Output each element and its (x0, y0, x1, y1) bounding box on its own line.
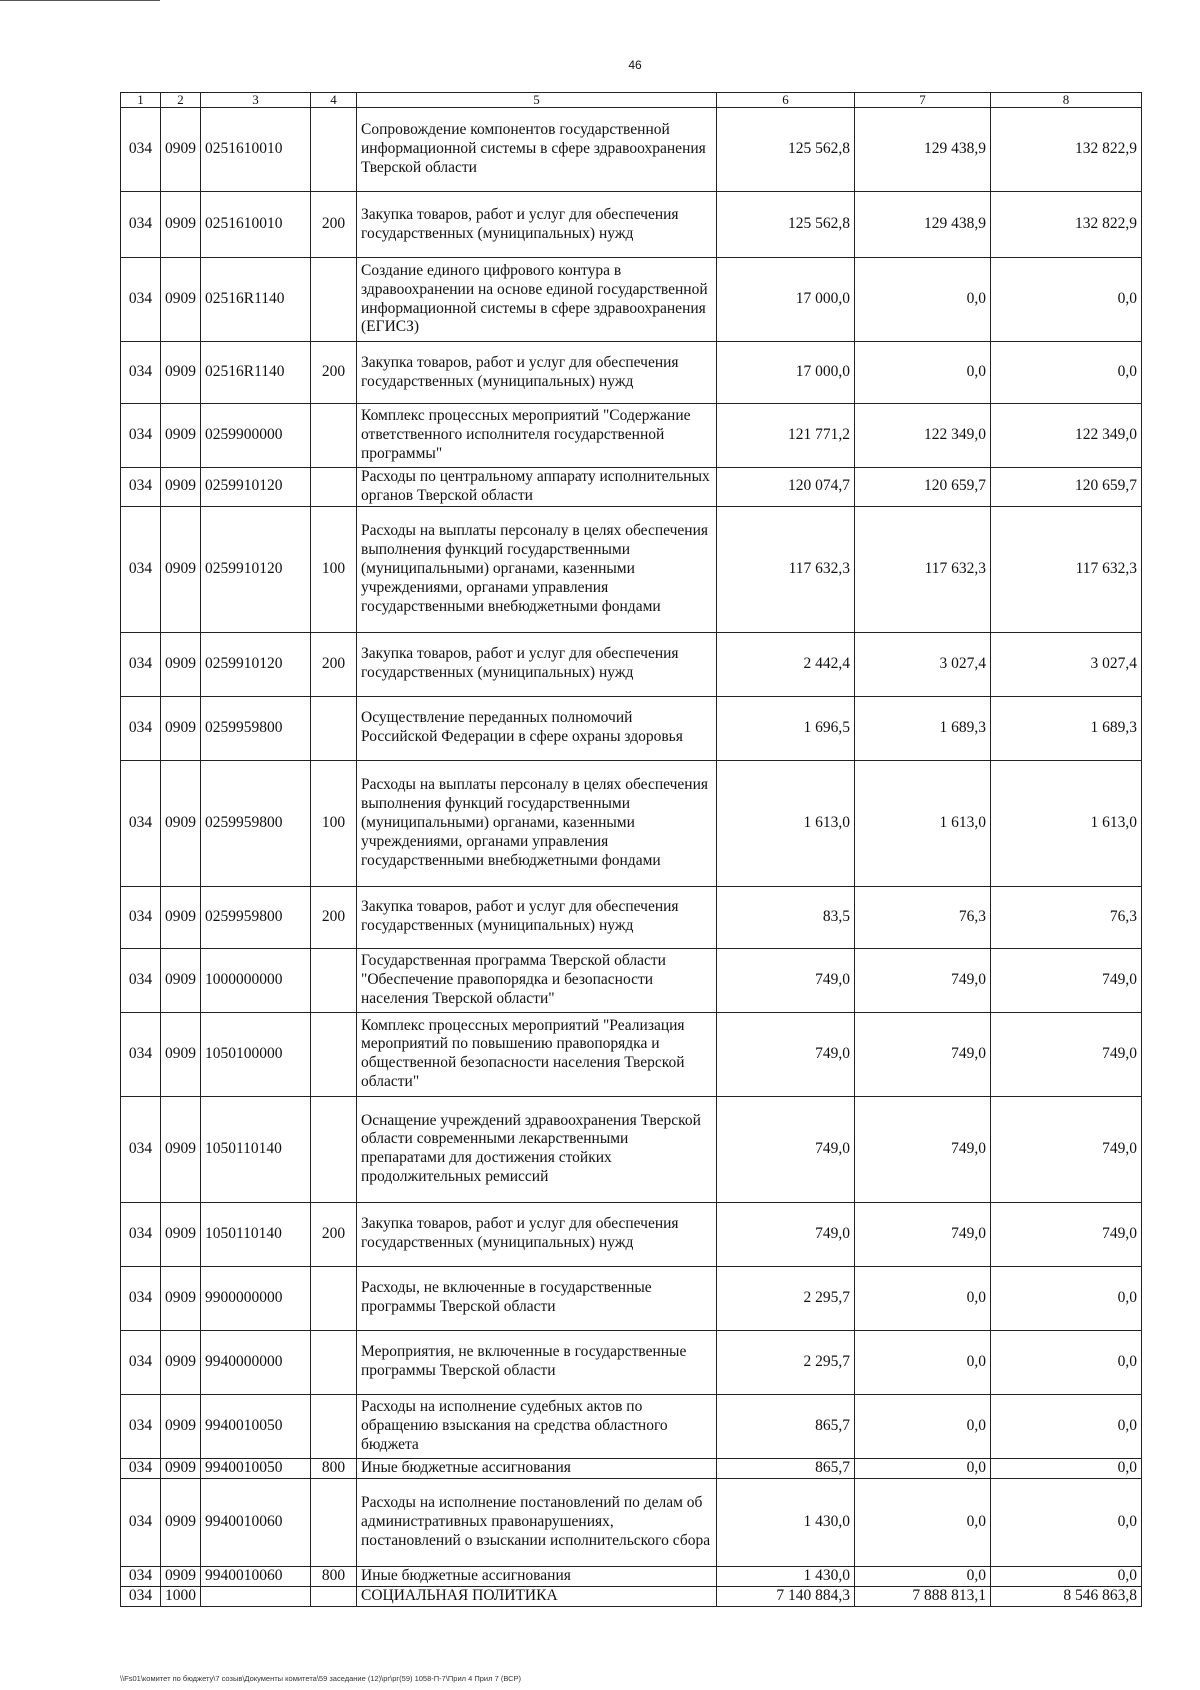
column-header: 5 (357, 93, 717, 108)
table-row (121, 1330, 1142, 1394)
cell-target-article-code: 1050100000 (201, 1012, 311, 1096)
cell-amount-col8: 1 689,3 (991, 696, 1142, 760)
cell-target-article-code: 0259910120 (201, 506, 311, 632)
cell-amount-col6: 17 000,0 (717, 258, 855, 342)
cell-section-code: 0909 (161, 696, 201, 760)
cell-amount-col8: 76,3 (991, 886, 1142, 948)
cell-amount-col6: 749,0 (717, 948, 855, 1012)
cell-expense-type-code (311, 258, 357, 342)
cell-expense-type-code: 100 (311, 760, 357, 886)
cell-amount-col8: 132 822,9 (991, 192, 1142, 258)
cell-target-article-code: 9900000000 (201, 1266, 311, 1330)
cell-section-code: 0909 (161, 948, 201, 1012)
cell-amount-col7: 122 349,0 (855, 404, 991, 468)
cell-amount-col6: 2 442,4 (717, 632, 855, 696)
cell-amount-col8: 3 027,4 (991, 632, 1142, 696)
cell-description: Оснащение учреждений здравоохранения Тверской области современными лекарственными препаратами для достижения стойких продолжительных ремиссий (357, 1096, 717, 1202)
cell-section-code: 0909 (161, 1394, 201, 1458)
table-row (121, 1458, 1142, 1478)
cell-amount-col6: 7 140 884,3 (717, 1586, 855, 1606)
cell-section-code: 0909 (161, 404, 201, 468)
cell-ministry-code: 034 (121, 632, 161, 696)
cell-amount-col6: 2 295,7 (717, 1330, 855, 1394)
cell-description: Закупка товаров, работ и услуг для обеспечения государственных (муниципальных) нужд (357, 632, 717, 696)
column-header: 6 (717, 93, 855, 108)
cell-expense-type-code (311, 696, 357, 760)
cell-amount-col8: 0,0 (991, 1458, 1142, 1478)
cell-amount-col7: 749,0 (855, 1096, 991, 1202)
cell-target-article-code: 0259959800 (201, 696, 311, 760)
cell-expense-type-code (311, 1096, 357, 1202)
cell-expense-type-code (311, 948, 357, 1012)
cell-amount-col6: 117 632,3 (717, 506, 855, 632)
cell-target-article-code: 1000000000 (201, 948, 311, 1012)
cell-amount-col6: 125 562,8 (717, 192, 855, 258)
cell-amount-col8: 120 659,7 (991, 468, 1142, 507)
column-header: 3 (201, 93, 311, 108)
table-row (121, 258, 1142, 342)
cell-target-article-code: 9940010050 (201, 1394, 311, 1458)
table-row (121, 108, 1142, 192)
cell-amount-col6: 1 430,0 (717, 1478, 855, 1566)
cell-target-article-code (201, 1586, 311, 1606)
cell-expense-type-code (311, 1394, 357, 1458)
table-row (121, 948, 1142, 1012)
cell-ministry-code: 034 (121, 1394, 161, 1458)
cell-ministry-code: 034 (121, 1458, 161, 1478)
cell-target-article-code: 9940010050 (201, 1458, 311, 1478)
page-number: 46 (628, 58, 642, 72)
cell-ministry-code: 034 (121, 696, 161, 760)
cell-amount-col7: 0,0 (855, 342, 991, 404)
cell-amount-col7: 120 659,7 (855, 468, 991, 507)
column-number-row (121, 93, 1142, 108)
cell-ministry-code: 034 (121, 468, 161, 507)
cell-expense-type-code: 200 (311, 886, 357, 948)
table-row (121, 404, 1142, 468)
cell-description: Мероприятия, не включенные в государственные программы Тверской области (357, 1330, 717, 1394)
cell-amount-col6: 1 696,5 (717, 696, 855, 760)
cell-amount-col7: 749,0 (855, 948, 991, 1012)
cell-target-article-code: 02516R1140 (201, 342, 311, 404)
cell-expense-type-code (311, 108, 357, 192)
cell-target-article-code: 0259910120 (201, 468, 311, 507)
cell-description: Создание единого цифрового контура в здравоохранении на основе единой государственной информационной системы в сфере здравоохранения (ЕГИСЗ) (357, 258, 717, 342)
cell-expense-type-code (311, 1012, 357, 1096)
cell-amount-col7: 1 689,3 (855, 696, 991, 760)
cell-expense-type-code (311, 1330, 357, 1394)
cell-amount-col6: 1 430,0 (717, 1566, 855, 1586)
cell-ministry-code: 034 (121, 948, 161, 1012)
cell-ministry-code: 034 (121, 760, 161, 886)
cell-expense-type-code: 800 (311, 1566, 357, 1586)
cell-amount-col6: 1 613,0 (717, 760, 855, 886)
cell-section-code: 0909 (161, 1566, 201, 1586)
cell-target-article-code: 0259959800 (201, 760, 311, 886)
table-row (121, 1266, 1142, 1330)
cell-amount-col8: 0,0 (991, 1394, 1142, 1458)
cell-amount-col7: 749,0 (855, 1202, 991, 1266)
cell-section-code: 1000 (161, 1586, 201, 1606)
cell-description: Иные бюджетные ассигнования (357, 1458, 717, 1478)
cell-amount-col8: 8 546 863,8 (991, 1586, 1142, 1606)
cell-section-code: 0909 (161, 468, 201, 507)
cell-section-code: 0909 (161, 1458, 201, 1478)
footer-file-path: \\Fs01\комитет по бюджету\7 созыв\Документы комитета\59 заседание (12)\рг\рг(59) 1058-П-7\Прил 4 Прил 7 (ВСР) (120, 1674, 522, 1683)
cell-target-article-code: 0259900000 (201, 404, 311, 468)
cell-expense-type-code: 200 (311, 192, 357, 258)
cell-section-code: 0909 (161, 258, 201, 342)
cell-amount-col8: 749,0 (991, 948, 1142, 1012)
cell-amount-col6: 749,0 (717, 1202, 855, 1266)
cell-expense-type-code (311, 468, 357, 507)
table-row (121, 1478, 1142, 1566)
cell-amount-col6: 865,7 (717, 1394, 855, 1458)
cell-description: Осуществление переданных полномочий Российской Федерации в сфере охраны здоровья (357, 696, 717, 760)
table-row (121, 886, 1142, 948)
cell-amount-col6: 865,7 (717, 1458, 855, 1478)
table-row (121, 760, 1142, 886)
cell-amount-col7: 76,3 (855, 886, 991, 948)
cell-amount-col7: 129 438,9 (855, 108, 991, 192)
table-row (121, 1586, 1142, 1606)
cell-amount-col6: 125 562,8 (717, 108, 855, 192)
table-row (121, 468, 1142, 507)
cell-ministry-code: 034 (121, 108, 161, 192)
cell-amount-col7: 0,0 (855, 258, 991, 342)
cell-ministry-code: 034 (121, 1566, 161, 1586)
cell-section-code: 0909 (161, 1266, 201, 1330)
table-row (121, 1202, 1142, 1266)
cell-expense-type-code: 100 (311, 506, 357, 632)
cell-amount-col6: 749,0 (717, 1012, 855, 1096)
cell-description: Комплекс процессных мероприятий "Содержание ответственного исполнителя государственной программы" (357, 404, 717, 468)
table-row (121, 1566, 1142, 1586)
column-header: 2 (161, 93, 201, 108)
cell-amount-col7: 117 632,3 (855, 506, 991, 632)
cell-description: Закупка товаров, работ и услуг для обеспечения государственных (муниципальных) нужд (357, 886, 717, 948)
cell-expense-type-code (311, 404, 357, 468)
column-header: 7 (855, 93, 991, 108)
cell-ministry-code: 034 (121, 404, 161, 468)
table-row (121, 1096, 1142, 1202)
cell-amount-col8: 749,0 (991, 1012, 1142, 1096)
cell-amount-col7: 0,0 (855, 1566, 991, 1586)
cell-ministry-code: 034 (121, 1330, 161, 1394)
cell-section-code: 0909 (161, 886, 201, 948)
cell-target-article-code: 1050110140 (201, 1202, 311, 1266)
cell-expense-type-code (311, 1266, 357, 1330)
cell-ministry-code: 034 (121, 192, 161, 258)
cell-section-code: 0909 (161, 192, 201, 258)
budget-table (120, 92, 1142, 1607)
cell-description: Расходы на выплаты персоналу в целях обеспечения выполнения функций государственными (муниципальными) органами, казенными учреждениями, органами управления государственными внебюджетными фондами (357, 760, 717, 886)
column-header: 1 (121, 93, 161, 108)
cell-amount-col8: 122 349,0 (991, 404, 1142, 468)
cell-amount-col8: 117 632,3 (991, 506, 1142, 632)
cell-description: Закупка товаров, работ и услуг для обеспечения государственных (муниципальных) нужд (357, 342, 717, 404)
cell-description: Закупка товаров, работ и услуг для обеспечения государственных (муниципальных) нужд (357, 1202, 717, 1266)
cell-description: Сопровождение компонентов государственной информационной системы в сфере здравоохранения Тверской области (357, 108, 717, 192)
cell-section-code: 0909 (161, 1012, 201, 1096)
cell-description: Комплекс процессных мероприятий "Реализация мероприятий по повышению правопорядка и общественной безопасности населения Тверской области" (357, 1012, 717, 1096)
cell-ministry-code: 034 (121, 1586, 161, 1606)
cell-section-code: 0909 (161, 632, 201, 696)
cell-amount-col8: 0,0 (991, 342, 1142, 404)
cell-section-code: 0909 (161, 506, 201, 632)
cell-amount-col7: 129 438,9 (855, 192, 991, 258)
cell-section-code: 0909 (161, 342, 201, 404)
table-row (121, 506, 1142, 632)
cell-target-article-code: 9940010060 (201, 1478, 311, 1566)
cell-description: Расходы по центральному аппарату исполнительных органов Тверской области (357, 468, 717, 507)
cell-target-article-code: 0251610010 (201, 108, 311, 192)
cell-amount-col6: 121 771,2 (717, 404, 855, 468)
cell-target-article-code: 02516R1140 (201, 258, 311, 342)
cell-amount-col8: 132 822,9 (991, 108, 1142, 192)
cell-amount-col8: 749,0 (991, 1096, 1142, 1202)
cell-expense-type-code: 800 (311, 1458, 357, 1478)
cell-description: Иные бюджетные ассигнования (357, 1566, 717, 1586)
cell-amount-col7: 0,0 (855, 1478, 991, 1566)
budget-table-body (121, 108, 1142, 1607)
cell-description: Расходы на исполнение постановлений по делам об административных правонарушениях, постановлений о взыскании исполнительского сбора (357, 1478, 717, 1566)
cell-ministry-code: 034 (121, 1266, 161, 1330)
cell-expense-type-code (311, 1478, 357, 1566)
cell-amount-col7: 0,0 (855, 1266, 991, 1330)
cell-amount-col7: 0,0 (855, 1458, 991, 1478)
cell-amount-col7: 749,0 (855, 1012, 991, 1096)
cell-target-article-code: 1050110140 (201, 1096, 311, 1202)
cell-expense-type-code: 200 (311, 632, 357, 696)
cell-expense-type-code: 200 (311, 1202, 357, 1266)
cell-amount-col6: 17 000,0 (717, 342, 855, 404)
cell-ministry-code: 034 (121, 1478, 161, 1566)
table-row (121, 1012, 1142, 1096)
cell-target-article-code: 9940000000 (201, 1330, 311, 1394)
cell-amount-col8: 0,0 (991, 1330, 1142, 1394)
cell-amount-col8: 0,0 (991, 1478, 1142, 1566)
column-header: 8 (991, 93, 1142, 108)
cell-ministry-code: 034 (121, 506, 161, 632)
cell-target-article-code: 0259959800 (201, 886, 311, 948)
cell-target-article-code: 9940010060 (201, 1566, 311, 1586)
cell-description: Расходы на выплаты персоналу в целях обеспечения выполнения функций государственными (муниципальными) органами, казенными учреждениями, органами управления государственными внебюджетными фондами (357, 506, 717, 632)
cell-description: Государственная программа Тверской области "Обеспечение правопорядка и безопасности населения Тверской области" (357, 948, 717, 1012)
cell-section-code: 0909 (161, 760, 201, 886)
cell-amount-col7: 7 888 813,1 (855, 1586, 991, 1606)
column-header: 4 (311, 93, 357, 108)
cell-target-article-code: 0251610010 (201, 192, 311, 258)
cell-description: СОЦИАЛЬНАЯ ПОЛИТИКА (357, 1586, 717, 1606)
cell-amount-col7: 0,0 (855, 1394, 991, 1458)
cell-section-code: 0909 (161, 1478, 201, 1566)
cell-description: Расходы на исполнение судебных актов по обращению взыскания на средства областного бюджета (357, 1394, 717, 1458)
cell-amount-col8: 0,0 (991, 1266, 1142, 1330)
cell-ministry-code: 034 (121, 258, 161, 342)
cell-amount-col7: 1 613,0 (855, 760, 991, 886)
table-row (121, 1394, 1142, 1458)
cell-amount-col6: 749,0 (717, 1096, 855, 1202)
cell-ministry-code: 034 (121, 342, 161, 404)
cell-description: Закупка товаров, работ и услуг для обеспечения государственных (муниципальных) нужд (357, 192, 717, 258)
cell-section-code: 0909 (161, 1096, 201, 1202)
table-row (121, 342, 1142, 404)
cell-description: Расходы, не включенные в государственные программы Тверской области (357, 1266, 717, 1330)
cell-section-code: 0909 (161, 108, 201, 192)
cell-amount-col6: 83,5 (717, 886, 855, 948)
cell-ministry-code: 034 (121, 1012, 161, 1096)
cell-amount-col8: 0,0 (991, 1566, 1142, 1586)
table-row (121, 192, 1142, 258)
cell-section-code: 0909 (161, 1330, 201, 1394)
cell-amount-col6: 2 295,7 (717, 1266, 855, 1330)
cell-amount-col7: 0,0 (855, 1330, 991, 1394)
cell-ministry-code: 034 (121, 886, 161, 948)
table-row (121, 696, 1142, 760)
table-row (121, 632, 1142, 696)
cell-amount-col8: 0,0 (991, 258, 1142, 342)
cell-expense-type-code (311, 1586, 357, 1606)
cell-section-code: 0909 (161, 1202, 201, 1266)
cell-amount-col8: 1 613,0 (991, 760, 1142, 886)
cell-amount-col6: 120 074,7 (717, 468, 855, 507)
cell-ministry-code: 034 (121, 1096, 161, 1202)
cell-target-article-code: 0259910120 (201, 632, 311, 696)
cell-amount-col7: 3 027,4 (855, 632, 991, 696)
scan-artifact-line (0, 0, 160, 4)
cell-expense-type-code: 200 (311, 342, 357, 404)
cell-amount-col8: 749,0 (991, 1202, 1142, 1266)
cell-ministry-code: 034 (121, 1202, 161, 1266)
